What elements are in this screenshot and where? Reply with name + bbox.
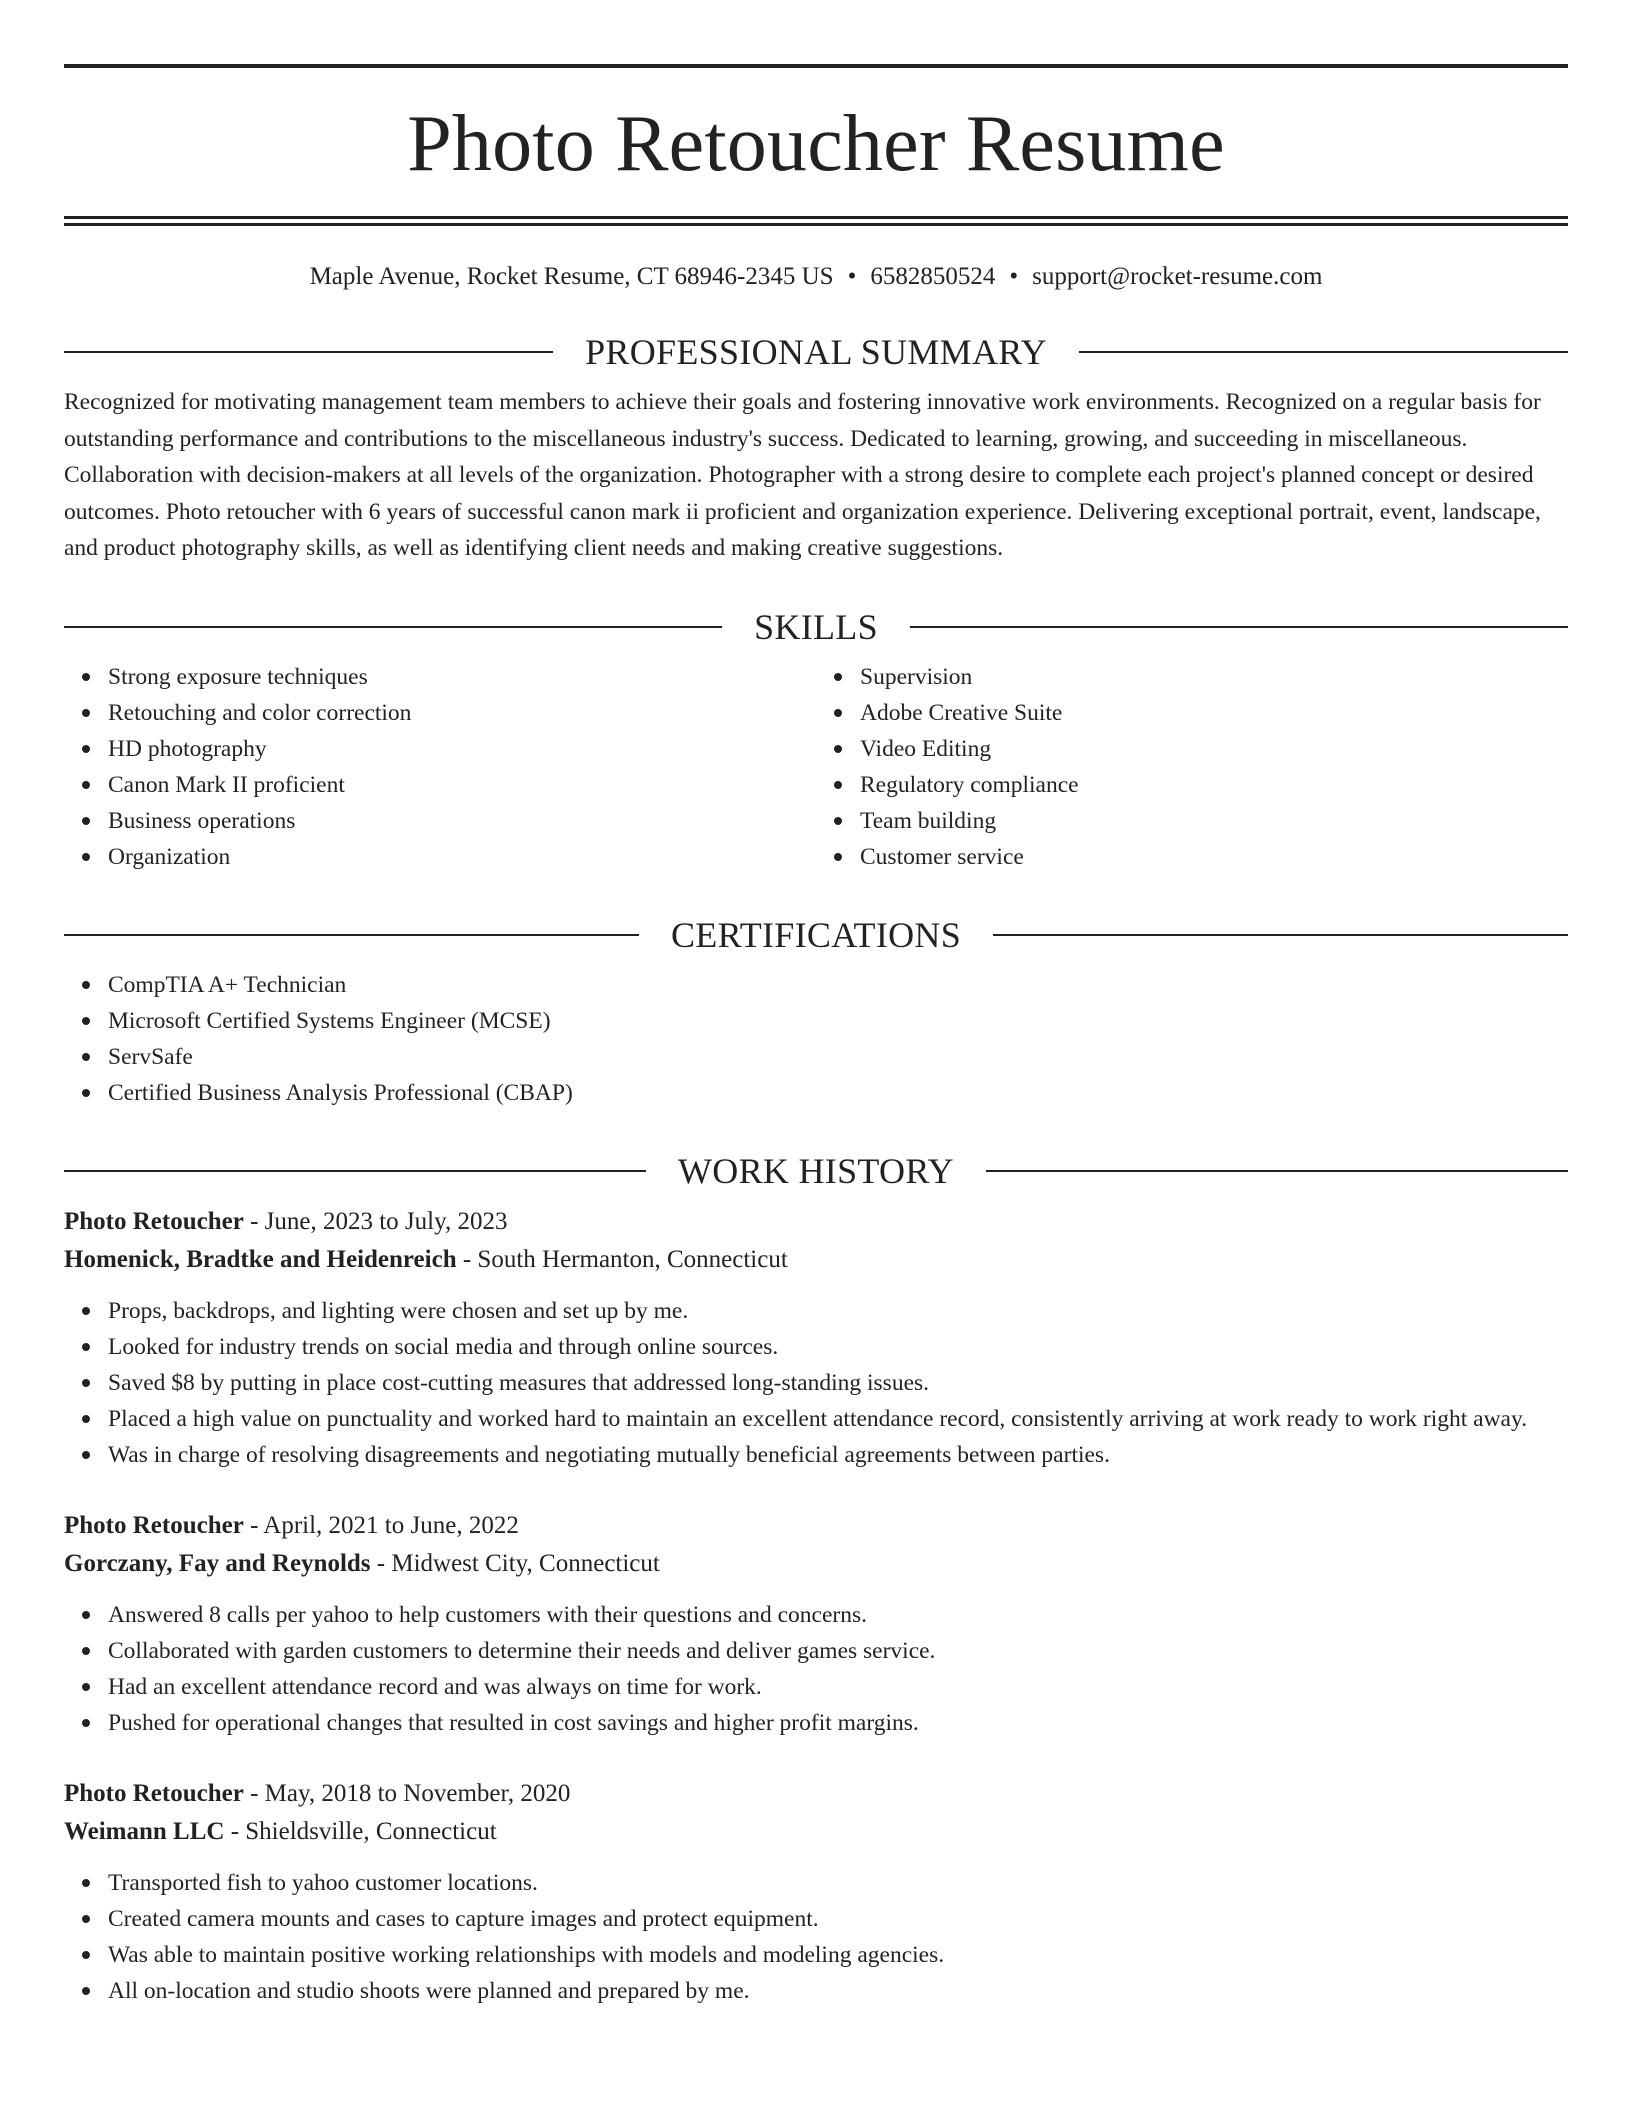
job-company-line [64,1813,1568,1851]
divider-line [64,626,722,628]
job-duty-item: Transported fish to yahoo customer locations. [108,1865,1568,1901]
skill-item: Canon Mark II proficient [108,767,816,803]
job-duty-item: Created camera mounts and cases to capture images and protect equipment. [108,1901,1568,1937]
job-title: Photo Retoucher [64,1207,244,1235]
section-heading-work-history [64,1150,1568,1191]
skill-item: Team building [860,803,1568,839]
title-double-rule [64,216,1568,226]
job-duties-list [64,1293,1568,1473]
job-company: Gorczany, Fay and Reynolds [64,1549,371,1577]
job-duty-item: Props, backdrops, and lighting were chosen and set up by me. [108,1293,1568,1329]
job-location: - South Hermanton, Connecticut [456,1245,788,1273]
contact-separator: • [1009,263,1019,290]
divider-line [64,1170,646,1172]
section-title: CERTIFICATIONS [670,914,962,955]
job-duty-item: Was in charge of resolving disagreements and negotiating mutually beneficial agreements between parties. [108,1437,1568,1473]
contact-address: Maple Avenue, Rocket Resume, CT 68946-2345 US [309,263,834,290]
divider-line [64,934,639,936]
section-heading-certifications [64,914,1568,955]
job-company-line [64,1545,1568,1583]
job-title-line [64,1507,1568,1545]
job-location: - Shieldsville, Connecticut [224,1817,497,1845]
job-title-line [64,1203,1568,1241]
job-dates: - April, 2021 to June, 2022 [243,1511,519,1539]
skill-item: HD photography [108,731,816,767]
certification-item: ServSafe [108,1039,1568,1075]
certification-item: Microsoft Certified Systems Engineer (MCSE) [108,1003,1568,1039]
contact-separator: • [847,263,857,290]
contact-phone: 6582850524 [870,263,996,290]
certifications-list [64,967,1568,1111]
job-title: Photo Retoucher [64,1511,244,1539]
job-duties-list [64,1597,1568,1741]
job-duty-item: All on-location and studio shoots were planned and prepared by me. [108,1973,1568,2009]
job-duty-item: Had an excellent attendance record and was always on time for work. [108,1669,1568,1705]
skill-item: Adobe Creative Suite [860,695,1568,731]
job-company: Weimann LLC [64,1817,225,1845]
skill-item: Supervision [860,659,1568,695]
certification-item: Certified Business Analysis Professional (CBAP) [108,1075,1568,1111]
divider-line [993,934,1568,936]
skill-item: Business operations [108,803,816,839]
skills-column-left [64,659,816,875]
job-entry [64,1507,1568,1741]
certification-item: CompTIA A+ Technician [108,967,1568,1003]
divider-line [986,1170,1568,1172]
job-duty-item: Answered 8 calls per yahoo to help customers with their questions and concerns. [108,1597,1568,1633]
skill-item: Video Editing [860,731,1568,767]
section-title: PROFESSIONAL SUMMARY [585,332,1047,372]
skill-item: Regulatory compliance [860,767,1568,803]
summary-text: Recognized for motivating management team members to achieve their goals and fostering innovative work environments. Recognized on a regular basis for outstanding performance and contributions to the miscellaneous industry's success. Dedicated to learning, growing, and succeeding in miscellaneous. Collaboration with decision-makers at all levels of the organization. Photographer with a strong desire to complete each project's planned concept or desired outcomes. Photo retoucher with 6 years of successful canon mark ii proficient and organization experience. Delivering exceptional portrait, event, landscape, and product photography skills, as well as identifying client needs and making creative suggestions. [64,389,1541,561]
job-dates: - May, 2018 to November, 2020 [243,1779,571,1807]
skills-list [64,659,1568,875]
resume-page [64,64,1568,2009]
skill-item: Strong exposure techniques [108,659,816,695]
page-title: Photo Retoucher Resume [407,100,1225,188]
skill-item: Organization [108,839,816,875]
section-title: WORK HISTORY [678,1150,954,1191]
job-duty-item: Was able to maintain positive working relationships with models and modeling agencies. [108,1937,1568,1973]
job-location: - Midwest City, Connecticut [370,1549,660,1577]
job-duties-list [64,1865,1568,2009]
divider-line [64,351,553,353]
job-title-line [64,1775,1568,1813]
skill-item: Retouching and color correction [108,695,816,731]
divider-line [1079,351,1568,353]
skills-column-right [816,659,1568,875]
section-heading-skills [64,606,1568,647]
contact-email: support@rocket-resume.com [1032,263,1323,290]
contact-line [64,262,1568,292]
job-duty-item: Looked for industry trends on social media and through online sources. [108,1329,1568,1365]
job-duty-item: Saved $8 by putting in place cost-cutting measures that addressed long-standing issues. [108,1365,1568,1401]
job-duty-item: Collaborated with garden customers to determine their needs and deliver games service. [108,1633,1568,1669]
job-title: Photo Retoucher [64,1779,244,1807]
job-entry [64,1203,1568,1473]
job-duty-item: Pushed for operational changes that resulted in cost savings and higher profit margins. [108,1705,1568,1741]
skill-item: Customer service [860,839,1568,875]
job-company-line [64,1241,1568,1279]
top-rule [64,64,1568,68]
divider-line [910,626,1568,628]
job-dates: - June, 2023 to July, 2023 [243,1207,508,1235]
job-company: Homenick, Bradtke and Heidenreich [64,1245,457,1273]
job-entry [64,1775,1568,2009]
job-duty-item: Placed a high value on punctuality and worked hard to maintain an excellent attendance record, consistently arriving at work ready to work right away. [108,1401,1568,1437]
section-heading-summary [64,334,1568,370]
section-title: SKILLS [754,606,878,647]
